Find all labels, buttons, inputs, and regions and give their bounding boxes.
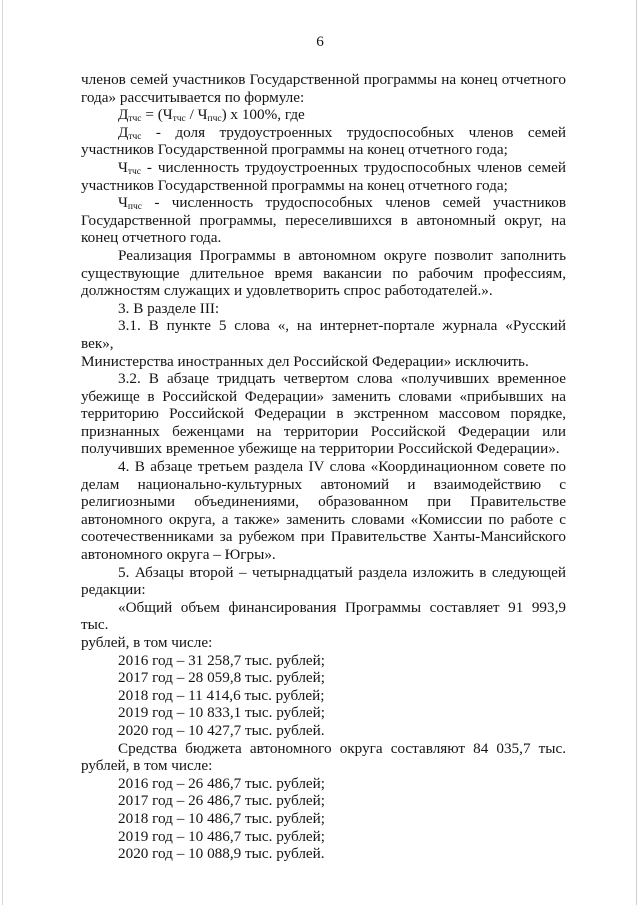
formula-symbol: Д	[118, 106, 129, 124]
definition-subscript: тчс	[127, 166, 142, 177]
text-line: Реализация Программы в автономном округе позволит заполнить	[118, 246, 566, 264]
formula-subscript: тчс	[128, 114, 142, 125]
definition-subscript: пчс	[127, 202, 142, 213]
year-line: 2018 год – 11 414,6 тыс. рублей;	[118, 686, 325, 704]
year-line: 2017 год – 26 486,7 тыс. рублей;	[118, 792, 326, 810]
definition-symbol: Д	[118, 123, 129, 141]
formula-subscript: тчс	[172, 114, 186, 125]
text-line: религиозными объединениями, образованном при Правительстве	[81, 493, 566, 511]
text-line: 4. В абзаце третьем раздела IV слова «Координационном совете по	[118, 458, 566, 476]
text-line: Средства бюджета автономного округа составляют 84 035,7 тыс.	[118, 739, 566, 757]
page-edge-right	[636, 0, 637, 905]
formula-subscript: пчс	[207, 114, 222, 125]
year-line: 2016 год – 31 258,7 тыс. рублей;	[118, 651, 326, 669]
year-line: 2019 год – 10 486,7 тыс. рублей;	[118, 827, 326, 845]
text-line: участников Государственной программы на конец отчетного года;	[81, 141, 508, 159]
page-number: 6	[316, 33, 324, 50]
text-line: соотечественниками за рубежом при Правительстве Ханты-Мансийского	[81, 528, 566, 546]
text-line: участников Государственной программы на конец отчетного года;	[81, 176, 508, 194]
text-line: признанных беженцами на территории Российской Федерации или	[81, 422, 566, 440]
year-line: 2017 год – 28 059,8 тыс. рублей;	[118, 669, 326, 687]
definition-subscript: тчс	[128, 131, 142, 142]
definition-text: - численность трудоспособных членов семей участников	[141, 194, 566, 212]
formula	[81, 106, 566, 124]
formula-symbol: Ч	[162, 106, 173, 124]
document-body	[81, 71, 566, 863]
definition-text: - доля трудоустроенных трудоспособных членов семей	[141, 123, 566, 141]
text-line: конец отчетного года.	[81, 229, 222, 247]
definition-line	[81, 194, 566, 212]
text-line: существующие длительное время вакансии по рабочим профессиям,	[81, 264, 566, 282]
section-item: 3. В разделе III:	[118, 299, 220, 317]
text-line: членов семей участников Государственной программы на конец отчетного	[81, 71, 566, 88]
formula-text: ) x 100%, где	[221, 106, 305, 124]
text-line: территорию Российской Федерации в экстренном массовом порядке,	[81, 405, 566, 423]
text-line: Государственной программы, переселившихся в автономный округ, на	[81, 211, 566, 229]
definition-line	[81, 124, 566, 142]
definition-line	[81, 159, 566, 177]
year-line: 2019 год – 10 833,1 тыс. рублей;	[118, 704, 326, 722]
year-line: 2018 год – 10 486,7 тыс. рублей;	[118, 809, 326, 827]
text-line: делам национально-культурных автономий и взаимодействию с	[81, 475, 566, 493]
text-line: автономного округа – Югры».	[81, 546, 276, 564]
text-line: должностям служащих и удовлетворить спрос работодателей.».	[81, 282, 493, 300]
text-line: Министерства иностранных дел Российской Федерации» исключить.	[81, 352, 529, 370]
year-line: 2016 год – 26 486,7 тыс. рублей;	[118, 774, 326, 792]
text-line: автономного округа, а также» заменить словами «Комиссии по работе с	[81, 510, 566, 528]
formula-text: = (	[141, 106, 163, 124]
text-line: редакции:	[81, 581, 146, 599]
definition-text: - численность трудоустроенных трудоспособных членов семей	[141, 158, 566, 176]
text-line: рублей, в том числе:	[81, 757, 213, 775]
text-line: года» рассчитывается по формуле:	[81, 88, 305, 106]
page-edge-left	[2, 0, 3, 905]
definition-symbol: Ч	[118, 158, 128, 176]
formula-text: /	[185, 106, 198, 124]
text-line: рублей, в том числе:	[81, 634, 213, 651]
year-line: 2020 год – 10 088,9 тыс. рублей.	[118, 845, 325, 863]
text-line: получивших временное убежище на территории Российской Федерации».	[81, 440, 560, 458]
text-line: 3.1. В пункте 5 слова «, на интернет-портале журнала «Русский век»,	[81, 317, 566, 352]
text-line: убежище в Российской Федерации» заменить словами «прибывших на	[81, 387, 566, 405]
text-line: 3.2. В абзаце тридцать четвертом слова «получивших временное	[118, 370, 566, 388]
year-line: 2020 год – 10 427,7 тыс. рублей.	[118, 721, 325, 739]
text-line: 5. Абзацы второй – четырнадцатый раздела изложить в следующей	[118, 563, 566, 581]
formula-symbol: Ч	[197, 106, 208, 124]
text-line: «Общий объем финансирования Программы составляет 91 993,9 тыс.	[81, 598, 566, 634]
definition-symbol: Ч	[118, 194, 128, 212]
